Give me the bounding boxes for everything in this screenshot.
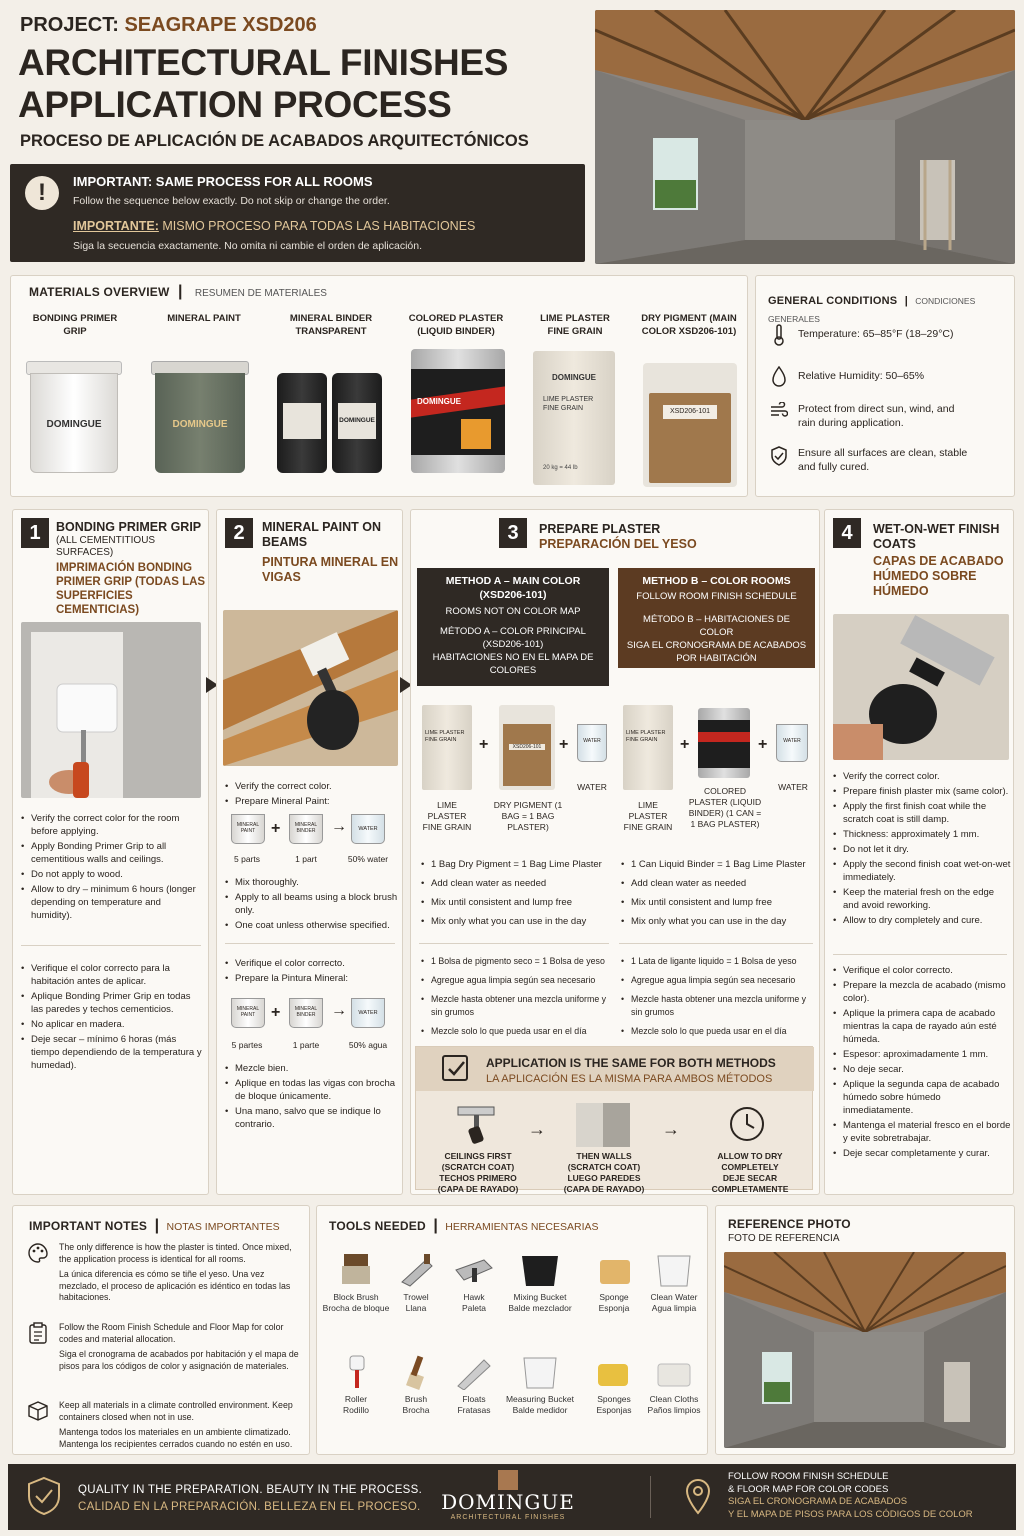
step-2-en-item: • Mix thoroughly. — [225, 876, 400, 889]
mix-es-bucket-3-label: WATER — [358, 1010, 378, 1016]
binder-brand: DOMINGUE — [339, 417, 375, 424]
mix-es-bucket-2-label: MINERAL BINDER — [294, 1006, 318, 1018]
step-1-es-item: • Verifique el color correcto para la habitación antes de aplicar. — [21, 962, 203, 988]
header-photo — [595, 10, 1015, 264]
step-4-es-item: • Aplique la segunda capa de acabado húmedo sobre húmedo inmediatamente. — [833, 1078, 1011, 1117]
same-step-2 — [554, 1151, 654, 1195]
step-1-title-es: IMPRIMACIÓN BONDING PRIMER GRIP (TODAS LAS SUPERFICIES CEMENTICIAS) — [56, 562, 206, 616]
subtitle-es: PROCESO DE APLICACIÓN DE ACABADOS ARQUITECTÓNICOS — [20, 132, 529, 150]
plus-icon: + — [271, 1004, 281, 1021]
colored-plaster-brand: DOMINGUE — [417, 397, 461, 406]
material-label-colored: COLORED PLASTER (LIQUID BINDER) — [408, 313, 504, 337]
method-b-mix — [618, 700, 815, 840]
tool-label-en: Brush — [404, 1394, 428, 1404]
conditions-panel — [755, 275, 1015, 497]
step-2-es-item: • Verifique el color correcto. — [225, 957, 400, 970]
tool-label-es: Esponjas — [596, 1405, 632, 1415]
mineral-paint-bucket — [151, 361, 249, 473]
tool-label-en: Clean Water — [650, 1292, 698, 1302]
method-b-title-es: MÉTODO B – HABITACIONES DE COLOR — [643, 614, 790, 638]
plus-icon: + — [271, 820, 281, 837]
reference-photo — [724, 1252, 1006, 1448]
step-4-en-item: • Allow to dry completely and cure. — [833, 914, 1011, 927]
method-a-title-es: MÉTODO A – COLOR PRINCIPAL (XSD206-101) — [440, 626, 586, 650]
note-3-es: Mantenga todos los materiales en un ambiente climatizado. Mantenga los recipientes cerrados cuando no estén en uso. — [59, 1427, 293, 1449]
method-a-subtitle: ROOMS NOT ON COLOR MAP — [445, 606, 581, 617]
step-2-list-es-b — [225, 1062, 400, 1133]
method-b-bucket-text: WATER — [783, 738, 801, 744]
step-2-number: 2 — [225, 518, 253, 548]
method-a-es-item: • Mezcle hasta obtener una mezcla uniforme y sin grumos — [421, 993, 613, 1019]
mix-en-bucket-3-label: WATER — [358, 826, 378, 832]
tool-label-es: Rodillo — [343, 1405, 369, 1415]
method-a-bag-1-text: LIME PLASTER FINE GRAIN — [425, 730, 465, 743]
mix-en-qty-1: 5 parts — [234, 854, 260, 864]
lime-bag-brand: DOMINGUE — [552, 373, 596, 382]
plus-icon: + — [680, 736, 690, 753]
droplet-icon — [770, 366, 788, 384]
step-1-panel — [12, 509, 209, 1195]
tool-label-es: Esponja — [598, 1303, 630, 1313]
conditions-title-es: CONDICIONES GENERALES — [768, 296, 976, 324]
method-b-es-item: • Mezcle solo lo que pueda usar en el día — [621, 1025, 815, 1038]
step-4-en-item: • Do not let it dry. — [833, 843, 1011, 856]
binder-jars — [277, 373, 387, 473]
step-4-en-item: • Apply the first finish coat while the scratch coat is still damp. — [833, 800, 1011, 826]
alert-icon: ! — [25, 176, 59, 210]
step-1-en-item: • Apply Bonding Primer Grip to all cementitious walls and ceilings. — [21, 840, 203, 866]
condition-text-humidity: Relative Humidity: 50–65% — [798, 370, 925, 382]
project-label: PROJECT: — [20, 14, 119, 36]
step-1-title-en: BONDING PRIMER GRIP — [56, 520, 202, 534]
same-step-1 — [428, 1151, 528, 1195]
method-a-label-3: WATER — [577, 782, 607, 792]
reference-title-es: FOTO DE REFERENCIA — [728, 1233, 840, 1244]
same-title-es: LA APLICACIÓN ES LA MISMA PARA AMBOS MÉTODOS — [486, 1073, 773, 1085]
step-2-mix-en — [227, 812, 397, 872]
method-a-bucket-text: WATER — [583, 738, 601, 744]
shield-check-icon — [26, 1476, 62, 1516]
step-4-en-item: • Apply the second finish coat wet-on-wet immediately. — [833, 858, 1011, 884]
materials-header: MATERIALS OVERVIEW | RESUMEN DE MATERIALES — [29, 283, 327, 300]
same-title: APPLICATION IS THE SAME FOR BOTH METHODS — [486, 1056, 776, 1070]
lime-plaster-bag — [533, 351, 615, 485]
step-2-title — [262, 520, 400, 585]
reference-title: REFERENCE PHOTO — [728, 1217, 851, 1231]
condition-row-surfaces — [770, 446, 970, 474]
mix-en-bucket-1-label: MINERAL PAINT — [236, 822, 260, 834]
shield-check-icon — [770, 446, 788, 464]
same-step-2-es: LUEGO PAREDES (CAPA DE RAYADO) — [563, 1173, 645, 1194]
note-2-en: Follow the Room Finish Schedule and Floor Map for color codes and material allocation. — [59, 1322, 284, 1344]
step-4-en-item: • Keep the material fresh on the edge and avoid reworking. — [833, 886, 1011, 912]
step-3-title-es: PREPARACIÓN DEL YESO — [539, 537, 697, 551]
footer-quality-es: CALIDAD EN LA PREPARACIÓN. BELLEZA EN EL PROCESO. — [78, 1501, 421, 1513]
roller-icon — [336, 1354, 376, 1390]
footer-follow-en-1: FOLLOW ROOM FINISH SCHEDULE — [728, 1471, 889, 1482]
method-a-label-1: LIME PLASTER FINE GRAIN — [422, 800, 472, 832]
palette-icon — [27, 1242, 49, 1264]
notes-panel — [12, 1205, 310, 1455]
checkbox-icon — [442, 1055, 468, 1081]
method-a-en-item: • Mix only what you can use in the day — [421, 915, 611, 928]
condition-text-surfaces: Ensure all surfaces are clean, stable and fully cured. — [798, 447, 968, 473]
notes-title: IMPORTANT NOTES — [29, 1219, 148, 1233]
method-b-en-item: • 1 Can Liquid Binder = 1 Bag Lime Plaster — [621, 858, 815, 871]
tool-label-en: Floats — [462, 1394, 486, 1404]
water-bucket-icon — [654, 1252, 694, 1288]
step-3-title-en: PREPARE PLASTER — [539, 522, 661, 536]
thermometer-icon — [770, 324, 788, 342]
clock-icon — [728, 1105, 766, 1143]
lime-bag-weight: 20 kg = 44 lb — [543, 465, 578, 471]
method-a-en-item: • 1 Bag Dry Pigment = 1 Bag Lime Plaster — [421, 858, 611, 871]
step-1-title — [56, 520, 208, 617]
important-title-en: IMPORTANT: SAME PROCESS FOR ALL ROOMS — [73, 174, 373, 189]
tool-label-es: Llana — [405, 1303, 427, 1313]
brand-name: DOMINGUE — [441, 1490, 575, 1514]
primer-bucket — [26, 361, 122, 473]
primer-brand: DOMINGUE — [46, 419, 102, 430]
step-4-title-es: CAPAS DE ACABADO HÚMEDO SOBRE HÚMEDO — [873, 554, 1004, 598]
material-label-paint: MINERAL PAINT — [167, 313, 241, 324]
brush-icon — [396, 1354, 436, 1390]
note-row-3 — [27, 1400, 302, 1450]
step-1-es-item: • No aplicar en madera. — [21, 1018, 203, 1031]
tool-label-es: Brocha — [402, 1405, 430, 1415]
step-2-list-en-b — [225, 876, 400, 934]
note-row-2 — [27, 1322, 302, 1372]
note-1-es: La única diferencia es cómo se tiñe el yeso. Una vez mezclado, el proceso de aplicación es idéntico en todas las habitaciones. — [59, 1269, 291, 1302]
measuring-bucket-icon — [520, 1354, 560, 1390]
method-b-en-item: • Add clean water as needed — [621, 877, 815, 890]
conditions-title: GENERAL CONDITIONS — [768, 295, 898, 307]
tool-label-es: Brocha de bloque — [322, 1303, 390, 1313]
step-3-title — [539, 522, 769, 552]
method-a-es-item: • Agregue agua limpia según sea necesario — [421, 974, 613, 987]
arrow-icon: → — [331, 1002, 347, 1019]
same-step-3-es: DEJE SECAR COMPLETAMENTE — [711, 1173, 789, 1194]
dry-pigment-bag — [643, 363, 737, 487]
same-step-1-es: TECHOS PRIMERO (CAPA DE RAYADO) — [437, 1173, 519, 1194]
method-b-list-es — [621, 955, 815, 1040]
trowel-icon — [396, 1252, 436, 1288]
method-a-title: METHOD A – MAIN COLOR (XSD206-101) — [445, 575, 581, 601]
arrow-icon: → — [662, 1119, 680, 1139]
mix-en-qty-2: 1 part — [295, 854, 317, 864]
note-1-en: The only difference is how the plaster is tinted. Once mixed, the application process is identical for all rooms. — [59, 1242, 292, 1264]
location-pin-icon — [684, 1478, 712, 1516]
sponge-icon — [594, 1252, 634, 1288]
step-2-en-item: • One coat unless otherwise specified. — [225, 919, 400, 932]
step-4-number: 4 — [833, 518, 861, 548]
tool-label-en: Trowel — [403, 1292, 429, 1302]
step-4-list-es — [833, 964, 1011, 1162]
method-b-label-3: WATER — [778, 782, 808, 792]
step-1-es-item: • Aplique Bonding Primer Grip en todas las paredes y techos cementicios. — [21, 990, 203, 1016]
step-1-en-item: • Verify the correct color for the room before applying. — [21, 812, 203, 838]
same-step-3-en: ALLOW TO DRY COMPLETELY — [717, 1151, 783, 1172]
notes-header: IMPORTANT NOTES | NOTAS IMPORTANTES — [29, 1217, 280, 1234]
important-text-en: Follow the sequence below exactly. Do not skip or change the order. — [73, 195, 390, 207]
tool-label-es: Agua limpia — [651, 1303, 697, 1313]
room-interior-illustration — [595, 10, 1015, 264]
method-b-bag-1-text: LIME PLASTER FINE GRAIN — [626, 730, 666, 743]
step-2-title-es: PINTURA MINERAL EN VIGAS — [262, 555, 399, 584]
tool-label-es: Paños limpios — [647, 1405, 701, 1415]
condition-text-weather: Protect from direct sun, wind, and rain during application. — [798, 403, 955, 429]
material-label-binder: MINERAL BINDER TRANSPARENT — [289, 313, 373, 337]
plus-icon: + — [479, 736, 489, 753]
same-application-box — [415, 1046, 813, 1194]
step-4-es-item: • Mantenga el material fresco en el borde y evite sobretrabajar. — [833, 1119, 1011, 1145]
step-1-title-note: (ALL CEMENTITIOUS SURFACES) — [56, 535, 156, 558]
tools-header: TOOLS NEEDED | HERRAMIENTAS NECESARIAS — [329, 1217, 599, 1234]
title-line-1: ARCHITECTURAL FINISHES — [18, 42, 509, 83]
sponges-icon — [594, 1354, 634, 1390]
tool-label-en: Block Brush — [333, 1292, 379, 1302]
clipboard-icon — [27, 1322, 49, 1344]
tool-label-en: Mixing Bucket — [513, 1292, 567, 1302]
footer-follow-en-2: & FLOOR MAP FOR COLOR CODES — [728, 1483, 889, 1495]
step-2-list-es-a — [225, 957, 400, 987]
footer — [8, 1464, 1016, 1530]
method-a-header — [417, 568, 609, 686]
cloth-icon — [654, 1354, 694, 1390]
condition-text-temperature: Temperature: 65–85°F (18–29°C) — [798, 328, 954, 340]
method-a-en-item: • Add clean water as needed — [421, 877, 611, 890]
project-line — [20, 14, 317, 37]
footer-follow — [728, 1471, 973, 1521]
same-step-1-en: CEILINGS FIRST (SCRATCH COAT) — [441, 1151, 515, 1172]
tool-measuring-bucket — [505, 1354, 575, 1416]
float-icon — [454, 1354, 494, 1390]
step-4-es-item: • Espesor: aproximadamente 1 mm. — [833, 1048, 1011, 1061]
tool-label-es: Balde mezclador — [508, 1303, 572, 1313]
method-a-list-es — [421, 955, 613, 1040]
mineral-paint-brand: DOMINGUE — [172, 419, 228, 430]
note-3-en: Keep all materials in a climate controlled environment. Keep containers closed when not in use. — [59, 1400, 293, 1422]
material-label-pigment: DRY PIGMENT (MAIN COLOR XSD206-101) — [641, 313, 737, 337]
tool-clean-water — [639, 1252, 709, 1314]
step-4-en-item: • Prepare finish plaster mix (same color). — [833, 785, 1011, 798]
mix-es-qty-3: 50% agua — [348, 1040, 388, 1050]
step-1-en-item: • Allow to dry – minimum 6 hours (longer depending on temperature and humidity). — [21, 883, 203, 922]
step-4-list-en — [833, 770, 1011, 929]
method-b-title: METHOD B – COLOR ROOMS — [642, 575, 791, 587]
brand-logo — [428, 1470, 588, 1521]
tool-label-en: Hawk — [463, 1292, 485, 1302]
materials-panel — [10, 275, 748, 497]
important-text-es: Siga la secuencia exactamente. No omita ni cambie el orden de aplicación. — [73, 240, 423, 252]
tool-clean-cloths — [639, 1354, 709, 1416]
tool-label-es: Balde medidor — [512, 1405, 568, 1415]
conditions-header: GENERAL CONDITIONS | CONDICIONES GENERALES — [768, 295, 976, 324]
materials-title-es: RESUMEN DE MATERIALES — [194, 288, 327, 299]
condition-row-humidity — [770, 366, 1005, 384]
method-b-es-item: • 1 Lata de ligante liquido = 1 Bolsa de yeso — [621, 955, 815, 968]
important-banner — [10, 164, 585, 262]
brand-mark-icon — [498, 1470, 518, 1490]
step-1-number: 1 — [21, 518, 49, 548]
mix-es-bucket-1-label: MINERAL PAINT — [236, 1006, 260, 1018]
tool-label-es: Fratasas — [457, 1405, 491, 1415]
footer-follow-es-2: Y EL MAPA DE PISOS PARA LOS CÓDIGOS DE COLOR — [728, 1508, 973, 1520]
box-icon — [27, 1400, 49, 1422]
footer-follow-es-1: SIGA EL CRONOGRAMA DE ACABADOS — [728, 1496, 908, 1507]
method-b-header — [618, 568, 815, 668]
note-row-1 — [27, 1242, 302, 1304]
colored-plaster-can — [411, 349, 505, 473]
material-label-lime: LIME PLASTER FINE GRAIN — [540, 313, 610, 337]
method-a-es-item: • Mezcle solo lo que pueda usar en el día — [421, 1025, 613, 1038]
step-2-mix-es — [227, 996, 397, 1056]
project-code: SEAGRAPE XSD206 — [124, 14, 317, 36]
important-title-es — [73, 219, 475, 233]
step-2-list-en-a — [225, 780, 400, 810]
wall-icon — [576, 1103, 630, 1147]
wind-icon — [770, 402, 788, 420]
important-title-es-a: IMPORTANTE: — [73, 219, 159, 233]
method-b-en-item: • Mix until consistent and lump free — [621, 896, 815, 909]
step-1-photo — [21, 622, 201, 798]
trowel-ceiling-icon — [456, 1105, 500, 1145]
step-4-es-item: • Deje secar completamente y curar. — [833, 1147, 1011, 1160]
tool-hawk — [439, 1252, 509, 1314]
condition-row-weather — [770, 402, 970, 430]
tool-label-en: Measuring Bucket — [505, 1394, 575, 1404]
method-a-mix — [417, 700, 613, 840]
step-2-en-item: • Verify the correct color. — [225, 780, 400, 793]
step-2-title-en: MINERAL PAINT ON BEAMS — [262, 520, 381, 549]
tools-title-es: HERRAMIENTAS NECESARIAS — [445, 1221, 599, 1233]
method-b-list-en — [621, 858, 815, 930]
materials-title: MATERIALS OVERVIEW — [29, 285, 170, 299]
method-b-label-1: LIME PLASTER FINE GRAIN — [623, 800, 673, 832]
step-4-title-en: WET-ON-WET FINISH COATS — [873, 522, 1000, 551]
method-a-es-item: • 1 Bolsa de pigmento seco = 1 Bolsa de yeso — [421, 955, 613, 968]
method-b-es-item: • Mezcle hasta obtener una mezcla uniforme y sin grumos — [621, 993, 815, 1019]
tool-mixing-bucket — [505, 1252, 575, 1314]
step-2-es-item: • Prepare la Pintura Mineral: — [225, 972, 400, 985]
step-4-en-item: • Verify the correct color. — [833, 770, 1011, 783]
tool-label-en: Sponges — [597, 1394, 631, 1404]
material-label-primer: BONDING PRIMER GRIP — [32, 313, 118, 337]
method-b-subtitle-es: SIGA EL CRONOGRAMA DE ACABADOS POR HABITACIÓN — [626, 640, 807, 664]
tool-label-en: Sponge — [599, 1292, 629, 1302]
same-step-2-en: THEN WALLS (SCRATCH COAT) — [567, 1151, 641, 1172]
arrow-icon: → — [331, 818, 347, 835]
mix-es-qty-1: 5 partes — [231, 1040, 263, 1050]
tool-label-es: Paleta — [461, 1303, 487, 1313]
step-4-en-item: • Thickness: approximately 1 mm. — [833, 828, 1011, 841]
step-3-panel — [410, 509, 820, 1195]
mix-en-bucket-2-label: MINERAL BINDER — [294, 822, 318, 834]
mixing-bucket-icon — [520, 1252, 560, 1288]
notes-title-es: NOTAS IMPORTANTES — [166, 1221, 280, 1233]
plus-icon: + — [559, 736, 569, 753]
condition-row-temperature — [770, 324, 1005, 342]
method-b-es-item: • Agregue agua limpia según sea necesario — [621, 974, 815, 987]
method-a-list-en — [421, 858, 611, 930]
method-a-label-2: DRY PIGMENT (1 BAG = 1 BAG PLASTER) — [493, 800, 563, 832]
brand-subtitle: ARCHITECTURAL FINISHES — [450, 1514, 566, 1521]
tool-floats — [439, 1354, 509, 1416]
step-4-es-item: • Aplique la primera capa de acabado mientras la capa de rayado aún esté húmeda. — [833, 1007, 1011, 1046]
step-2-panel — [216, 509, 403, 1195]
step-1-es-item: • Deje secar – mínimo 6 horas (más tiempo dependiendo de la temperatura y humedad). — [21, 1033, 203, 1072]
step-4-title — [873, 522, 1011, 599]
reference-panel — [715, 1205, 1015, 1455]
step-3-number: 3 — [499, 518, 527, 548]
step-1-en-item: • Do not apply to wood. — [21, 868, 203, 881]
step-1-list-en — [21, 812, 203, 924]
step-4-es-item: • Verifique el color correcto. — [833, 964, 1011, 977]
tool-label-en: Clean Cloths — [649, 1394, 699, 1404]
pigment-bag-text: XSD206-101 — [663, 405, 717, 419]
step-4-es-item: • Prepare la mezcla de acabado (mismo color). — [833, 979, 1011, 1005]
mix-en-qty-3: 50% water — [347, 854, 389, 864]
method-a-bag-2-text: XSD206-101 — [509, 744, 545, 750]
title-line-2: APPLICATION PROCESS — [18, 84, 452, 125]
page-title — [18, 42, 588, 126]
step-2-en-item: • Prepare Mineral Paint: — [225, 795, 400, 808]
step-4-panel — [824, 509, 1014, 1195]
plus-icon: + — [758, 736, 768, 753]
tools-title: TOOLS NEEDED — [329, 1219, 426, 1233]
step-4-es-item: • No deje secar. — [833, 1063, 1011, 1076]
step-2-es-item: • Mezcle bien. — [225, 1062, 400, 1075]
mix-es-qty-2: 1 parte — [292, 1040, 320, 1050]
tool-label-en: Roller — [344, 1394, 368, 1404]
arrow-icon: → — [528, 1119, 546, 1139]
step-2-photo — [223, 610, 398, 766]
step-2-en-item: • Apply to all beams using a block brush only. — [225, 891, 400, 917]
method-a-subtitle-es: HABITACIONES NO EN EL MAPA DE COLORES — [432, 652, 594, 676]
same-step-3 — [700, 1151, 800, 1195]
step-2-es-item: • Aplique en todas las vigas con brocha de bloque únicamente. — [225, 1077, 400, 1103]
hawk-icon — [454, 1252, 494, 1288]
method-b-subtitle: FOLLOW ROOM FINISH SCHEDULE — [636, 591, 797, 602]
step-4-photo — [833, 614, 1009, 760]
footer-quality-en: QUALITY IN THE PREPARATION. BEAUTY IN THE PROCESS. — [78, 1484, 423, 1496]
lime-bag-text: LIME PLASTER FINE GRAIN — [543, 396, 594, 412]
method-b-en-item: • Mix only what you can use in the day — [621, 915, 815, 928]
block-brush-icon — [336, 1252, 376, 1288]
tools-panel — [316, 1205, 708, 1455]
step-1-list-es — [21, 962, 203, 1074]
method-a-en-item: • Mix until consistent and lump free — [421, 896, 611, 909]
step-2-es-item: • Una mano, salvo que se indique lo contrario. — [225, 1105, 400, 1131]
important-title-es-b: MISMO PROCESO PARA TODAS LAS HABITACIONES — [158, 219, 476, 233]
method-b-label-2: COLORED PLASTER (LIQUID BINDER) (1 CAN = 1 BAG PLASTER) — [688, 786, 762, 829]
note-2-es: Siga el cronograma de acabados por habitación y el mapa de pisos para los códigos de color y asignación de materiales. — [59, 1349, 299, 1371]
